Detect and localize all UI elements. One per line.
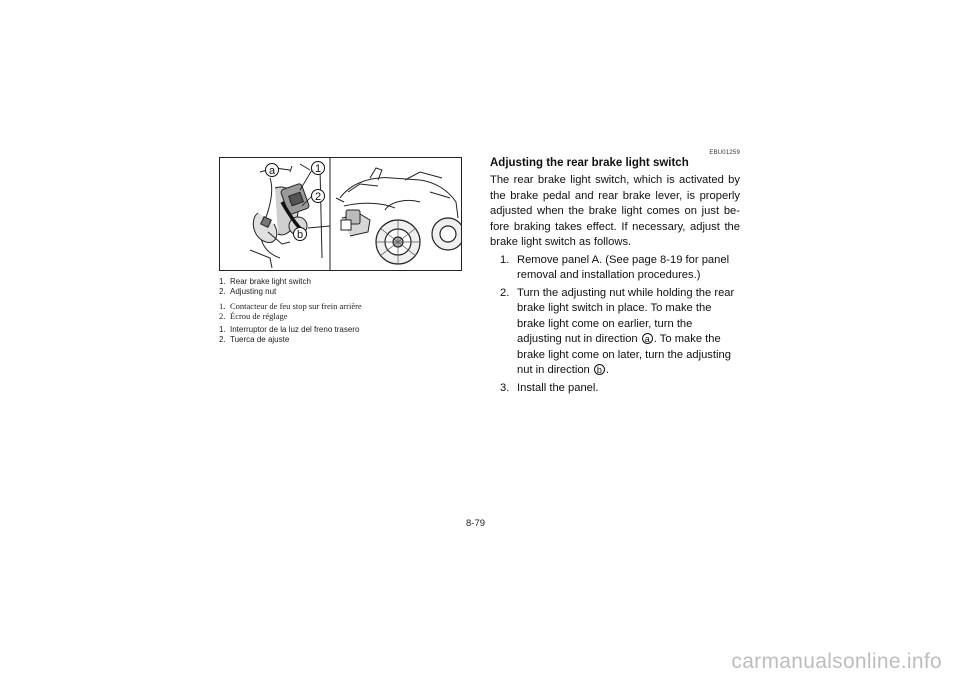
illustration-drawing bbox=[220, 158, 461, 270]
section-title: Adjusting the rear brake light switch bbox=[490, 157, 689, 169]
page-number: 8-79 bbox=[466, 518, 486, 529]
direction-b-mark: b bbox=[594, 364, 605, 375]
section-code: EBU01259 bbox=[709, 150, 740, 156]
captions-english bbox=[219, 277, 469, 297]
step-item: 2. Turn the adjusting nut while holding the rear brake light switch in place. To make the brake light come on earlier, turn the adjusting nut in direction a . To make the brake light come on later, turn the adjusting nut in direction b . bbox=[500, 286, 735, 376]
captions-french bbox=[219, 301, 469, 321]
caption-item: 2. Écrou de réglage bbox=[219, 311, 288, 321]
step-item: 1. Remove panel A. (See page 8-19 for panel removal and installation procedures.) bbox=[500, 253, 730, 281]
callout-b: b bbox=[296, 229, 304, 241]
caption-item: 1. Contacteur de feu stop sur frein arrière bbox=[219, 301, 362, 311]
figure-captions bbox=[219, 277, 469, 349]
caption-item: 1. Interruptor de la luz del freno trasero bbox=[219, 325, 360, 334]
step-item: 3. Install the panel. bbox=[500, 381, 599, 394]
callout-2: 2 bbox=[314, 191, 322, 203]
callout-a: a bbox=[268, 165, 276, 177]
callout-1: 1 bbox=[314, 163, 322, 175]
watermark-text: carmanualsonline.info bbox=[731, 650, 942, 673]
direction-a-mark: a bbox=[642, 333, 653, 344]
caption-item: 2. Adjusting nut bbox=[219, 287, 277, 296]
captions-spanish bbox=[219, 325, 469, 345]
brake-switch-illustration bbox=[219, 157, 462, 271]
caption-item: 1. Rear brake light switch bbox=[219, 277, 311, 286]
section-intro: The rear brake light switch, which is activated by the brake pedal and rear brake lever, is properly adjusted when the brake light comes on just be-fore braking takes effect. If necessary, adjust the brake light switch as follows. bbox=[490, 174, 740, 248]
caption-item: 2. Tuerca de ajuste bbox=[219, 335, 290, 344]
steps-list bbox=[490, 253, 740, 397]
instruction-column bbox=[490, 156, 740, 398]
